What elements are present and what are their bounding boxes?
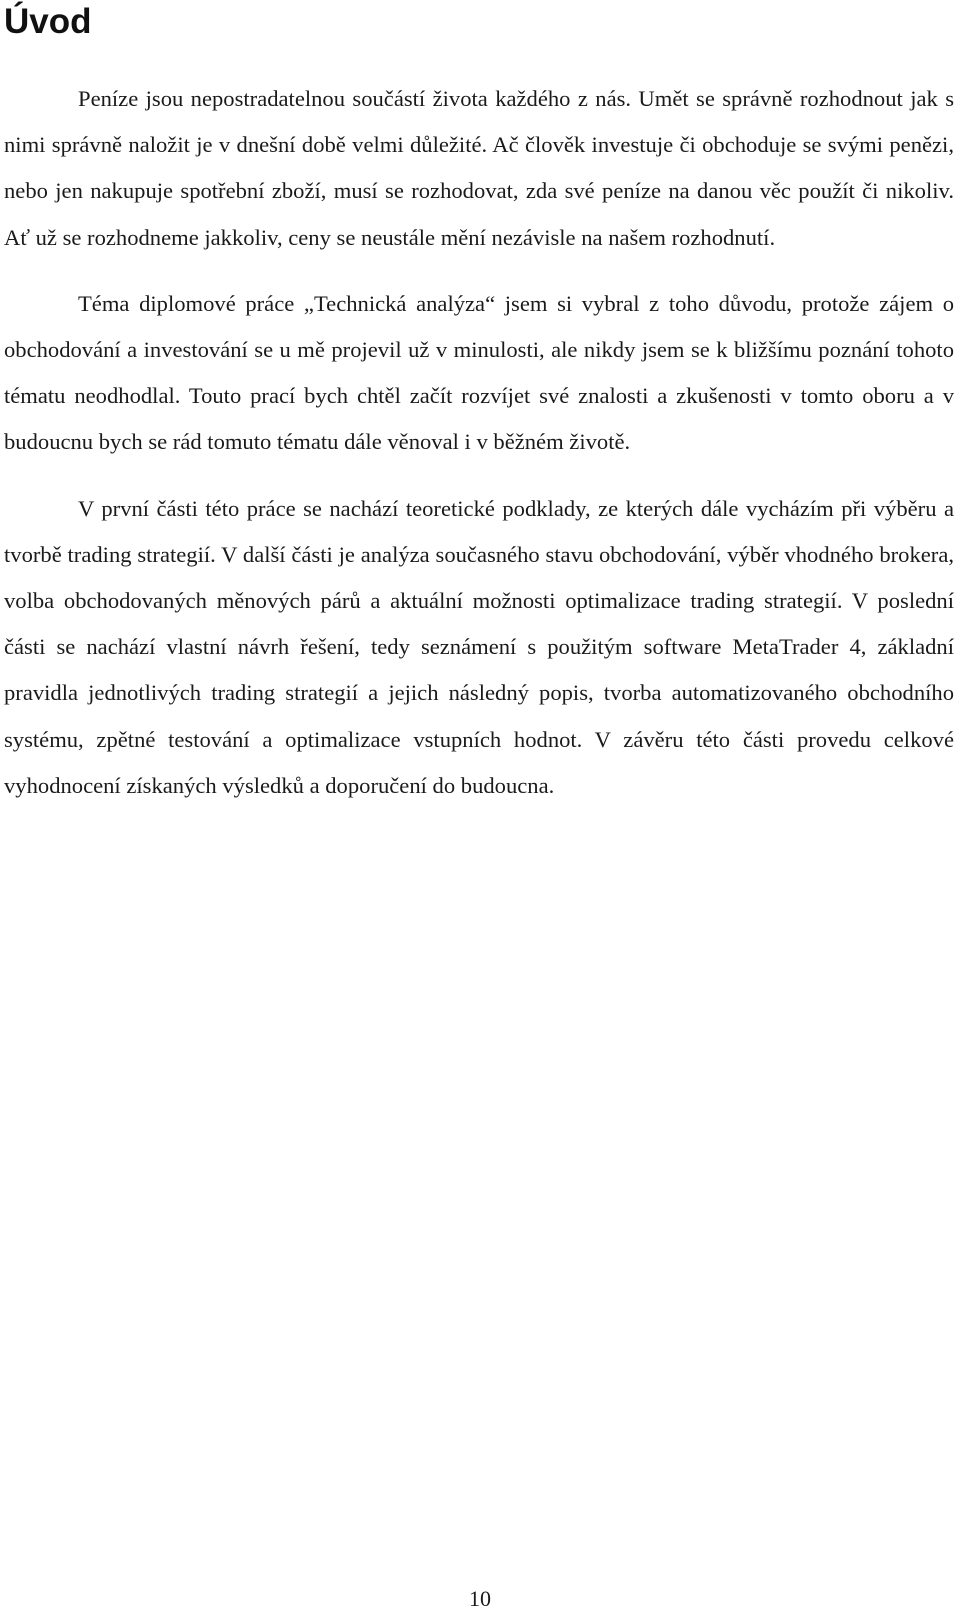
page-number: 10 [469,1586,491,1611]
paragraph-intro: Peníze jsou nepostradatelnou součástí života každého z nás. Umět se správně rozhodnout jak s nimi správně naložit je v dnešní době velmi důležité. Ač člověk investuje či obchoduje se svými penězi, nebo jen nakupuje spotřební zboží, musí se rozhodovat, zda své peníze na danou věc použít či nikoliv. Ať už se rozhodneme jakkoliv, ceny se neustále mění nezávisle na našem rozhodnutí. [4,86,954,250]
section-heading: Úvod [4,2,92,41]
body-text [4,76,954,829]
paragraph-structure: V první části této práce se nachází teoretické podklady, ze kterých dále vycházím při výběru a tvorbě trading strategií. V další části je analýza současného stavu obchodování, výběr vhodného brokera, volba obchodovaných měnových párů a aktuální možnosti optimalizace trading strategií. V poslední části se nachází vlastní návrh řešení, tedy seznámení s použitým software MetaTrader 4, základní pravidla jednotlivých trading strategií a jejich následný popis, tvorba automatizovaného obchodního systému, zpětné testování a optimalizace vstupních hodnot. V závěru této části provedu celkové vyhodnocení získaných výsledků a doporučení do budoucna. [4,495,954,798]
paragraph-topic: Téma diplomové práce „Technická analýza“ jsem si vybral z toho důvodu, protože zájem o obchodování a investování se u mě projevil už v minulosti, ale nikdy jsem se k bližšímu poznání tohoto tématu neodhodlal. Touto prací bych chtěl začít rozvíjet své znalosti a zkušenosti v tomto oboru a v budoucnu bych se rád tomuto tématu dále věnoval i v běžném životě. [4,290,954,455]
